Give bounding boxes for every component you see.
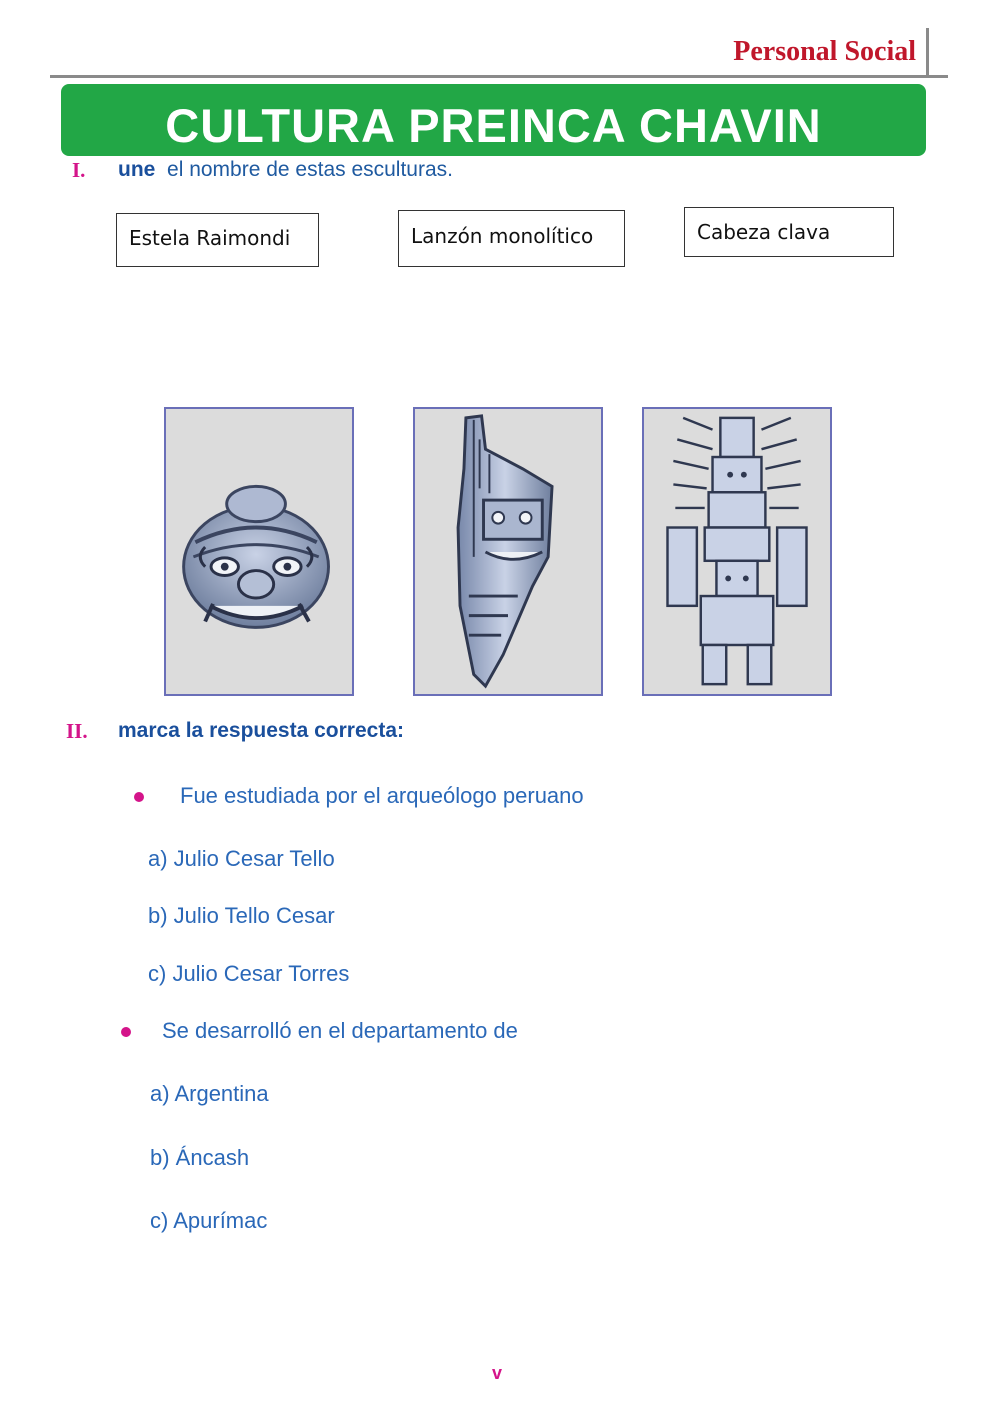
question1-option-b[interactable]: b) Julio Tello Cesar <box>148 903 335 928</box>
cabeza-clava-sculpture-icon <box>166 409 352 694</box>
question2-option-c[interactable]: c) Apurímac <box>150 1208 268 1233</box>
cabeza-clava-image[interactable] <box>164 407 354 696</box>
question2-option-b[interactable]: b) Áncash <box>150 1145 250 1170</box>
page-title-banner: CULTURA PREINCA CHAVIN <box>61 84 926 156</box>
label-lanzon-monolitico[interactable]: Lanzón monolítico <box>398 210 625 267</box>
question2-bullet-icon <box>121 1027 131 1037</box>
section1-keyword: une <box>118 158 156 181</box>
section1-instruction <box>118 158 453 182</box>
header-vertical-rule <box>926 28 929 78</box>
question1-option-a[interactable]: a) Julio Cesar Tello <box>148 846 335 871</box>
footer-mark: v <box>492 1363 503 1383</box>
estela-raimondi-sculpture-icon <box>644 409 830 694</box>
question1-option-c[interactable]: c) Julio Cesar Torres <box>148 961 350 986</box>
question1-bullet-icon <box>134 792 144 802</box>
header-horizontal-rule <box>50 75 948 78</box>
question2-text: Se desarrolló en el departamento de <box>162 1018 518 1043</box>
section1-instruction-text: el nombre de estas esculturas. <box>167 158 453 181</box>
question1-text: Fue estudiada por el arqueólogo peruano <box>180 783 584 808</box>
subject-title: Personal Social <box>733 36 916 67</box>
label-cabeza-clava[interactable]: Cabeza clava <box>684 207 894 257</box>
estela-raimondi-image[interactable] <box>642 407 832 696</box>
lanzon-monolitico-image[interactable] <box>413 407 603 696</box>
section1-numeral: I. <box>72 158 86 182</box>
lanzon-monolitico-sculpture-icon <box>415 409 601 694</box>
section2-instruction: marca la respuesta correcta: <box>118 719 404 742</box>
label-estela-raimondi[interactable]: Estela Raimondi <box>116 213 319 267</box>
question2-option-a[interactable]: a) Argentina <box>150 1081 269 1106</box>
section2-numeral: II. <box>66 719 88 743</box>
